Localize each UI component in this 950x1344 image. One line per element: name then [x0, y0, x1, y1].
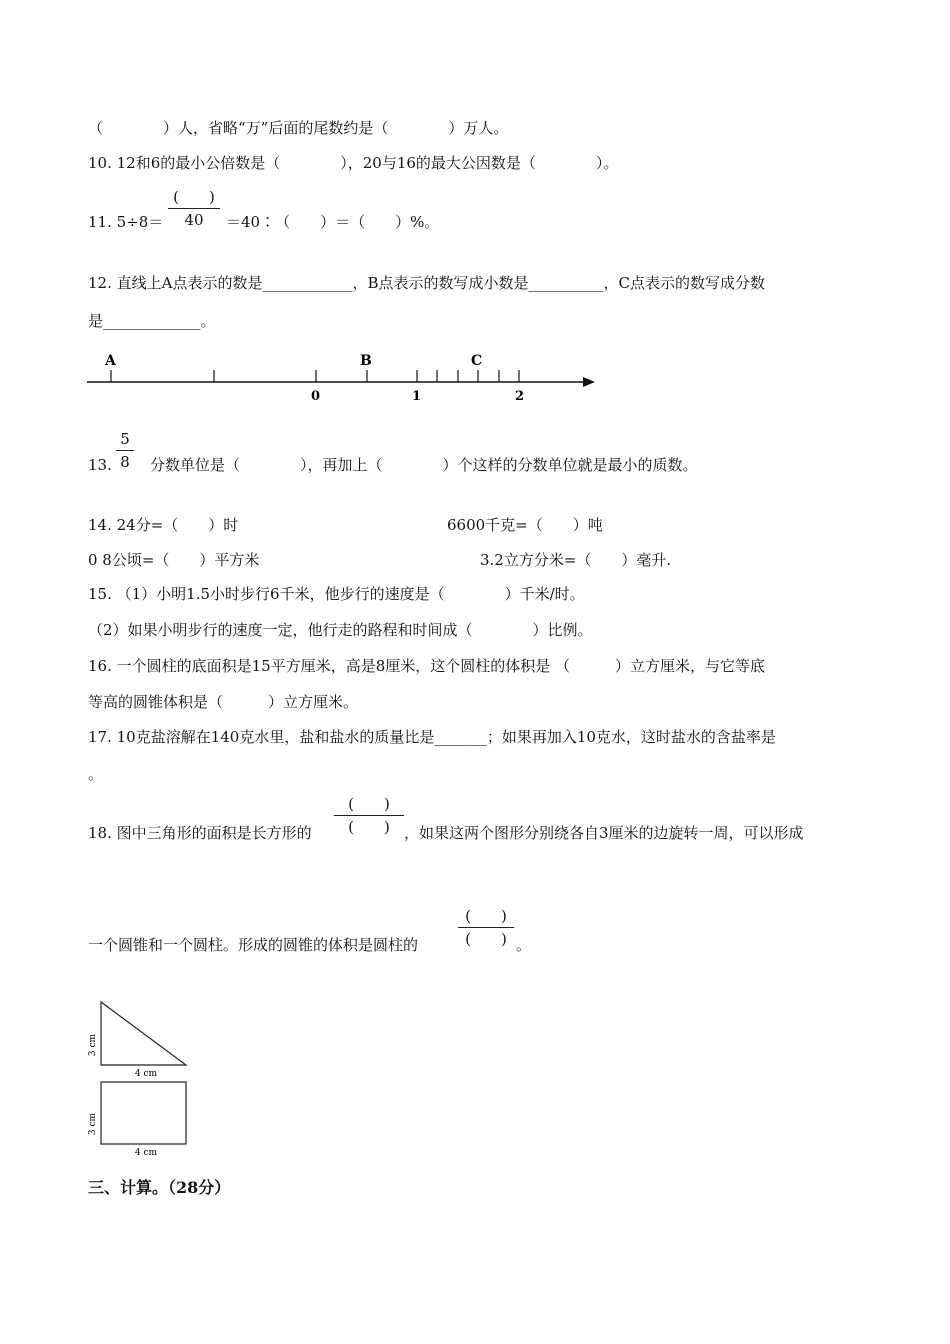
q11-frac-num: ( ): [173, 188, 215, 206]
q18-frac-a-den: ( ): [348, 818, 390, 836]
q13-post: 分数单位是（ ），再加上（ ）个这样的分数单位就是最小的质数。: [150, 456, 698, 474]
label-c: C: [471, 353, 483, 369]
q18-frac-a-num: ( ): [348, 795, 390, 813]
q17-text-b: 。: [88, 765, 104, 783]
q13-frac-num: 5: [120, 430, 130, 448]
fraction-bar: [334, 815, 404, 816]
rect-height-label: 3 cm: [88, 1112, 98, 1136]
q12-text-b: 是_____________。: [88, 312, 216, 330]
q18-post-b: 。: [516, 936, 532, 954]
q15-text-a: 15. （1）小明1.5小时步行6千米，他步行的速度是（ ）千米/时。: [88, 585, 585, 603]
q11-post: ＝40∶（ ）＝（ ）%。: [226, 213, 440, 231]
number-line-arrow: [583, 377, 595, 387]
q9-continuation: （ ）人，省略“万”后面的尾数约是（ ）万人。: [88, 119, 509, 137]
q14-text-c: 0 8公顷=（ ）平方米: [88, 551, 260, 569]
rect-base-label: 4 cm: [134, 1148, 158, 1158]
q16-text-a: 16. 一个圆柱的底面积是15平方厘米，高是8厘米，这个圆柱的体积是 （ ）立方厘米，与它等底: [88, 657, 766, 675]
right-triangle: [101, 1002, 186, 1065]
q18-frac-b-den: ( ): [465, 930, 507, 948]
q16-text-b: 等高的圆锥体积是（ ）立方厘米。: [88, 693, 359, 711]
fraction-bar: [116, 450, 134, 451]
q18-fraction-b: [458, 907, 514, 948]
q10-text: 10. 12和6的最小公倍数是（ ），20与16的最大公因数是（ ）。: [88, 154, 619, 172]
tick-label-2: 2: [515, 389, 525, 404]
q17-text-a: 17. 10克盐溶解在140克水里，盐和盐水的质量比是_______；如果再加入10克水，这时盐水的含盐率是: [88, 728, 776, 746]
shapes-figure: [84, 1000, 194, 1160]
q13-fraction: [116, 430, 134, 471]
q18-fraction-a: [334, 795, 404, 836]
q14-text-a: 14. 24分=（ ）时: [88, 516, 239, 534]
label-b: B: [360, 353, 372, 369]
q11-frac-den: 40: [184, 211, 204, 229]
tick-label-1: 1: [412, 389, 422, 404]
q13-frac-den: 8: [120, 453, 130, 471]
q18-frac-b-num: ( ): [465, 907, 507, 925]
q18-pre-a: 18. 图中三角形的面积是长方形的: [88, 824, 312, 842]
q18-pre-b: 一个圆锥和一个圆柱。形成的圆锥的体积是圆柱的: [88, 936, 419, 954]
rectangle: [101, 1082, 186, 1144]
section-title-calculation: 三、计算。（28分）: [88, 1178, 231, 1197]
q12-text-a: 12. 直线上A点表示的数是____________，B点表示的数写成小数是__________，C点表示的数写成分数: [88, 274, 765, 292]
q11-fraction: [168, 188, 220, 229]
q18-post-a: ，如果这两个图形分别绕各自3厘米的边旋转一周，可以形成: [404, 824, 804, 842]
q13-pre: 13.: [88, 456, 112, 474]
fraction-bar: [168, 208, 220, 209]
triangle-height-label: 3 cm: [88, 1033, 98, 1057]
fraction-bar: [458, 927, 514, 928]
number-line: [85, 348, 600, 406]
tick-label-0: 0: [311, 389, 321, 404]
q14-text-d: 3.2立方分米=（ ）毫升.: [480, 551, 672, 569]
q15-text-b: （2）如果小明步行的速度一定，他行走的路程和时间成（ ）比例。: [88, 621, 593, 639]
label-a: A: [105, 353, 116, 369]
q11-pre: 11. 5÷8＝: [88, 213, 164, 231]
triangle-base-label: 4 cm: [134, 1069, 158, 1079]
q14-text-b: 6600千克=（ ）吨: [447, 516, 603, 534]
